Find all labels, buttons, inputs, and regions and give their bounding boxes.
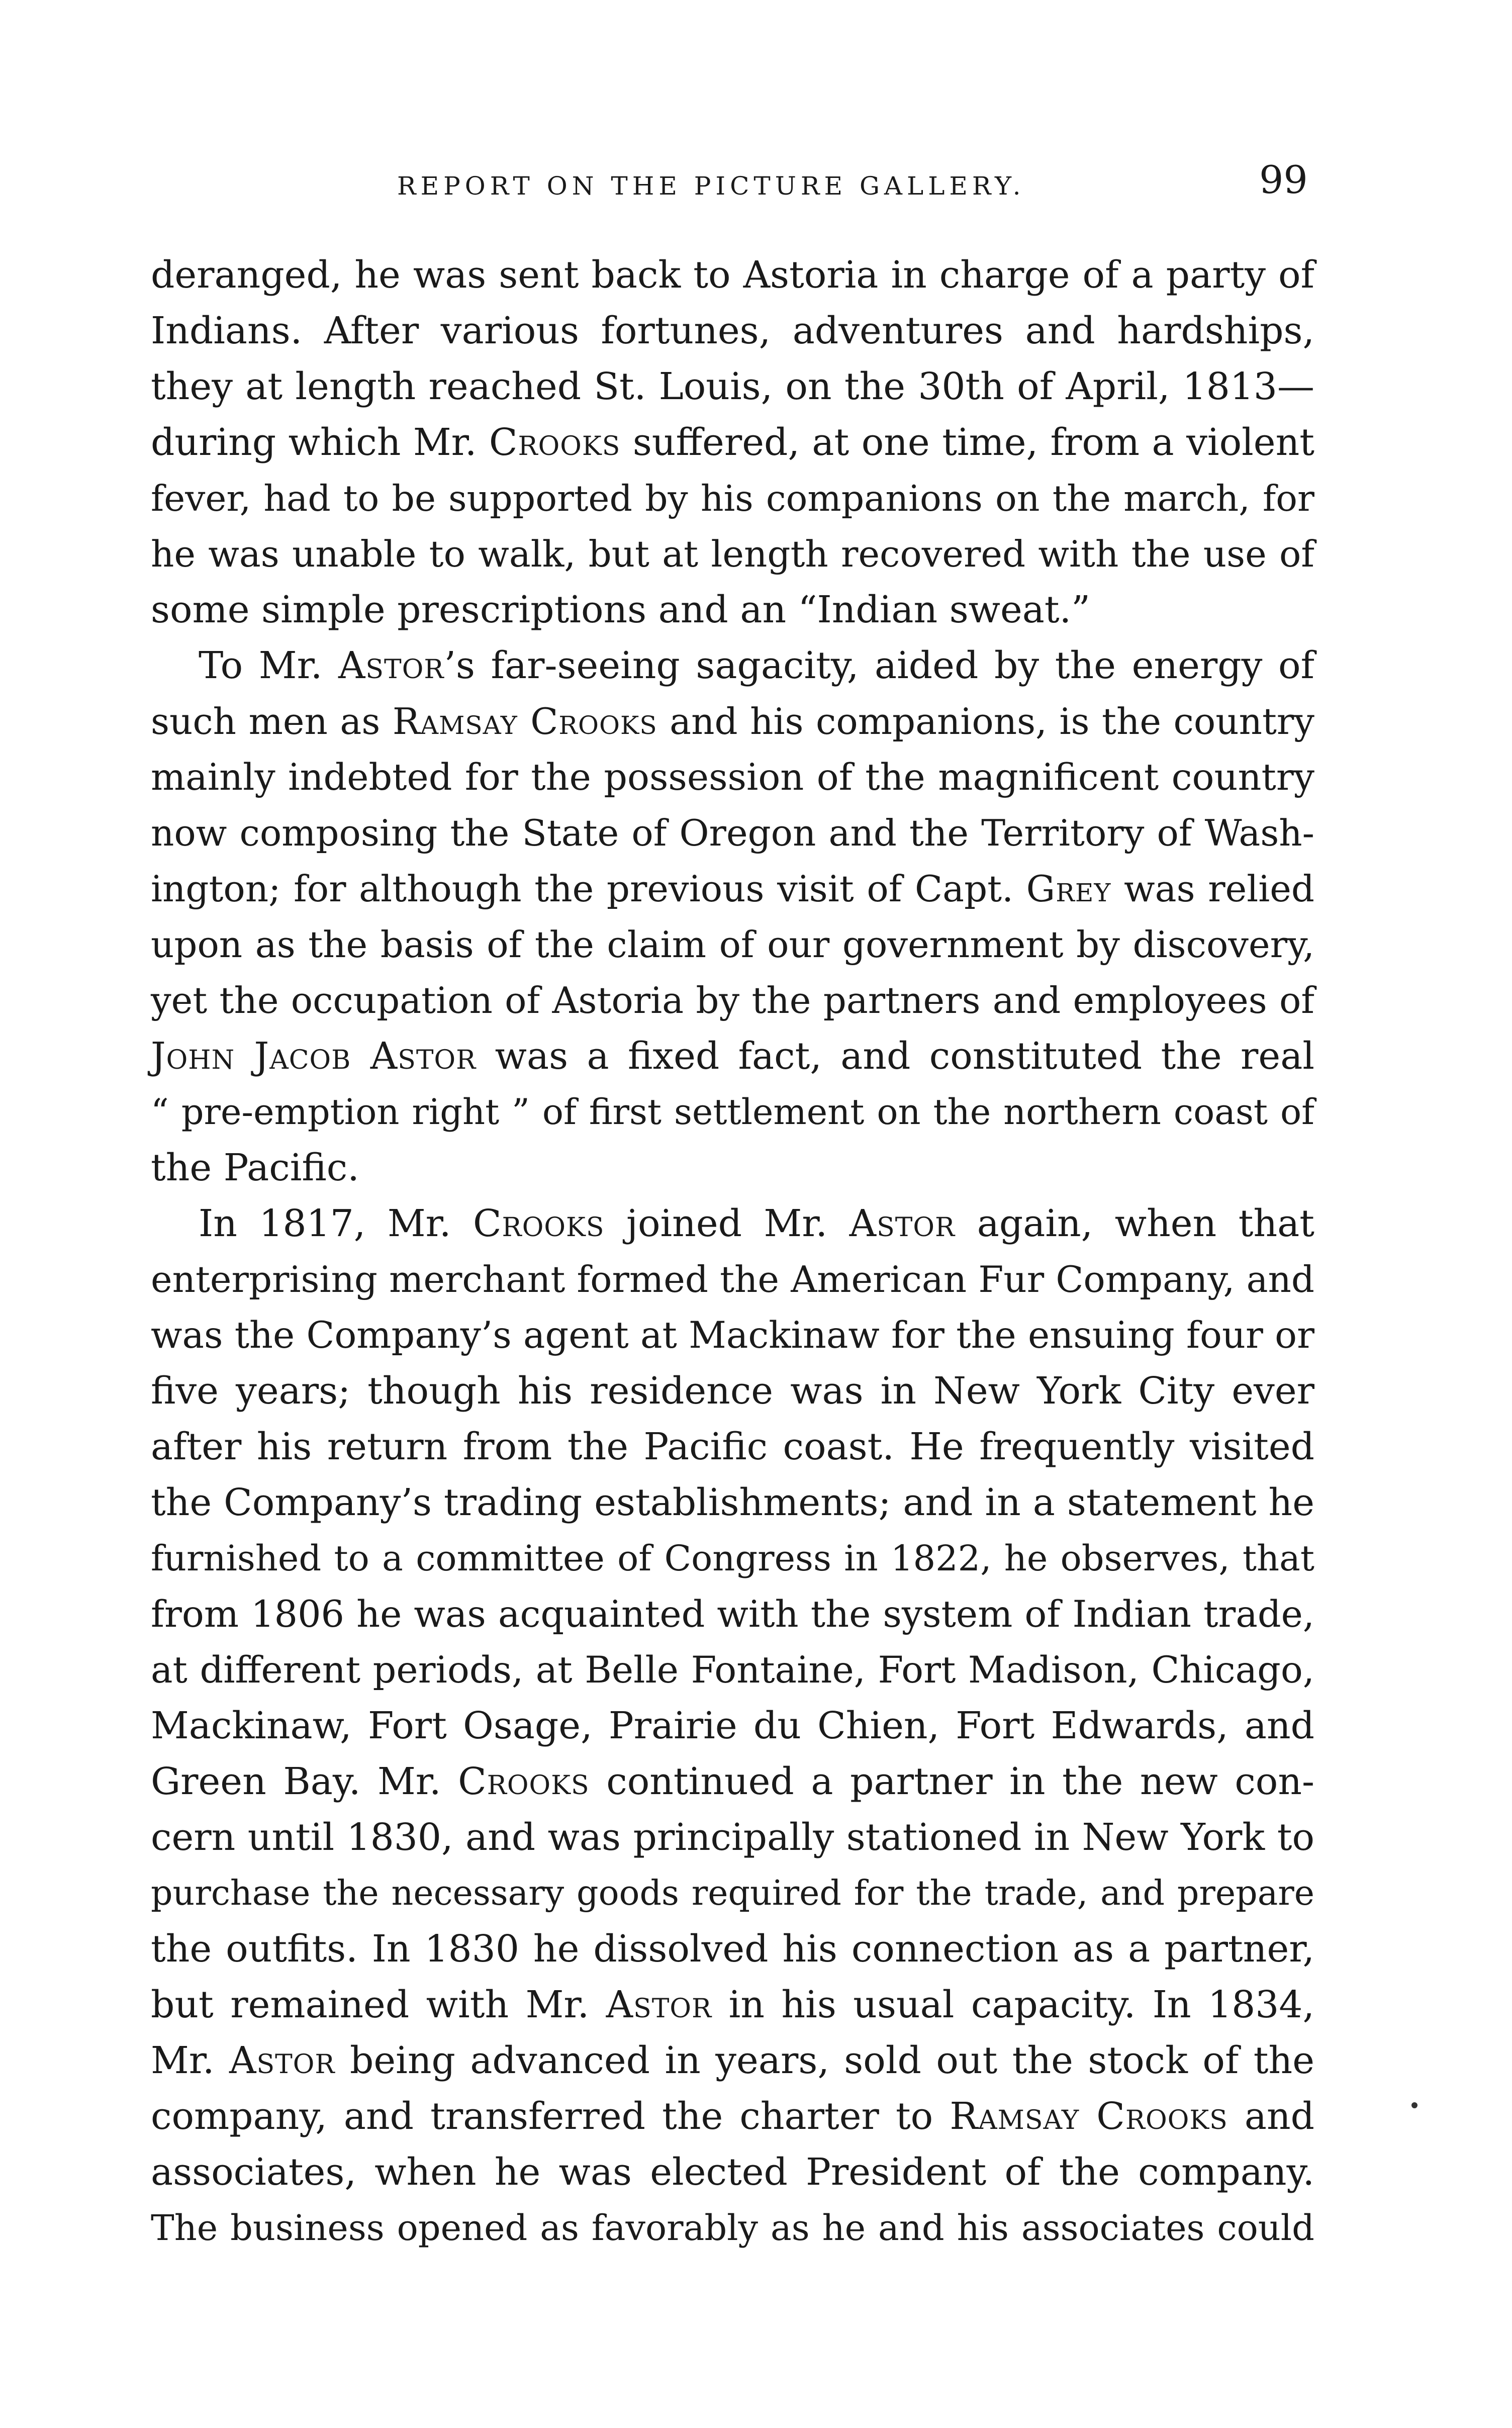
text-line: at different periods, at Belle Fontaine, Fort Madison, Chicago, — [151, 1649, 1314, 1692]
line-text: was relied — [1111, 868, 1314, 910]
line-text: continued a partner in the new con- — [589, 1760, 1314, 1803]
text-line: after his return from the Pacific coast. He frequently visited — [151, 1425, 1314, 1468]
line-text: joined Mr. — [604, 1202, 849, 1245]
running-head: REPORT ON THE PICTURE GALLERY. — [397, 171, 1025, 201]
text-line — [151, 415, 1314, 471]
text-line: cern until 1830, and was principally stationed in New York to — [151, 1816, 1314, 1859]
line-text: being advanced in years, sold out the stock of the — [335, 2039, 1314, 2082]
line-text: again, when that — [955, 1202, 1314, 1245]
line-text: ’s far-seeing sagacity, aided by the energy of — [444, 644, 1314, 687]
line-text: ington; for although the previous visit of Capt. — [151, 868, 1026, 910]
line-text: and — [1227, 2095, 1315, 2138]
text-line — [151, 1754, 1314, 1810]
text-line: mainly indebted for the possession of the magnificent country — [151, 756, 1314, 799]
text-line: was the Company’s agent at Mackinaw for the ensuing four or — [151, 1314, 1314, 1357]
text-line: enterprising merchant formed the American Fur Company, and — [151, 1258, 1314, 1300]
text-line: the Pacific. — [151, 1146, 359, 1189]
name-john-jacob-astor: John Jacob Astor — [151, 1035, 477, 1078]
text-line: from 1806 he was acquainted with the system of Indian trade, — [151, 1593, 1314, 1636]
body-text — [151, 247, 1314, 2256]
text-line: deranged, he was sent back to Astoria in charge of a party of — [151, 253, 1314, 297]
line-text: in his usual capacity. In 1834, — [712, 1983, 1314, 2026]
line-text: such men as — [151, 700, 393, 742]
text-line: “ pre-emption right ” of first settlement on the northern coast of — [151, 1091, 1314, 1133]
name-ramsay-crooks: Ramsay Crooks — [950, 2095, 1228, 2138]
text-line — [151, 694, 1314, 750]
line-text: suffered, at one time, from a violent — [620, 421, 1314, 464]
text-line: associates, when he was elected President of the company. — [151, 2151, 1314, 2194]
line-text: and his companions, is the country — [657, 700, 1314, 742]
paragraph-start-line — [151, 1196, 1314, 1252]
text-line: they at length reached St. Louis, on the 30th of April, 1813— — [151, 365, 1314, 408]
text-line — [151, 2089, 1314, 2144]
text-line: some simple prescriptions and an “Indian sweat.” — [151, 588, 1091, 631]
name-astor: Astor — [338, 644, 444, 687]
text-line — [151, 2033, 1314, 2089]
margin-speck — [1411, 2102, 1418, 2108]
name-ramsay-crooks: Ramsay Crooks — [392, 700, 657, 742]
text-line: now composing the State of Oregon and the Territory of Wash- — [151, 812, 1314, 854]
line-text: was a fixed fact, and constituted the real — [476, 1035, 1314, 1078]
text-line: the Company’s trading establishments; and in a statement he — [151, 1481, 1314, 1524]
line-text: Green Bay. Mr. — [151, 1760, 458, 1803]
line-text: company, and transferred the charter to — [151, 2095, 950, 2138]
text-line: upon as the basis of the claim of our government by discovery, — [151, 923, 1314, 966]
text-line: fever, had to be supported by his companions on the march, for — [151, 478, 1314, 519]
text-line: yet the occupation of Astoria by the partners and employees of — [151, 979, 1314, 1021]
line-text: during which Mr. — [151, 421, 489, 464]
name-grey: Grey — [1026, 868, 1111, 910]
name-astor: Astor — [849, 1202, 956, 1245]
line-text: To Mr. — [199, 644, 338, 687]
text-line: Mackinaw, Fort Osage, Prairie du Chien, Fort Edwards, and — [151, 1704, 1314, 1747]
text-line: five years; though his residence was in New York City ever — [151, 1369, 1314, 1413]
text-line — [151, 1029, 1314, 1084]
name-crooks: Crooks — [489, 421, 621, 464]
text-line: the outfits. In 1830 he dissolved his connection as a partner, — [151, 1927, 1314, 1971]
line-text: Mr. — [151, 2039, 229, 2082]
page-number: 99 — [1259, 157, 1308, 202]
text-line — [151, 1977, 1314, 2033]
line-text: In 1817, Mr. — [199, 1202, 473, 1245]
name-astor: Astor — [229, 2039, 335, 2082]
text-line: The business opened as favorably as he and his associates could — [151, 2207, 1314, 2249]
text-line: he was unable to walk, but at length recovered with the use of — [151, 533, 1314, 575]
line-text: but remained with Mr. — [151, 1983, 606, 2026]
text-line: furnished to a committee of Congress in 1822, he observes, that — [151, 1538, 1314, 1579]
text-line: purchase the necessary goods required for the trade, and prepare — [151, 1874, 1314, 1913]
text-line: Indians. After various fortunes, adventures and hardships, — [151, 309, 1314, 352]
paragraph-start-line — [151, 638, 1314, 694]
name-crooks: Crooks — [472, 1202, 605, 1245]
text-line — [151, 861, 1314, 917]
name-crooks: Crooks — [458, 1760, 590, 1803]
name-astor: Astor — [606, 1983, 712, 2026]
